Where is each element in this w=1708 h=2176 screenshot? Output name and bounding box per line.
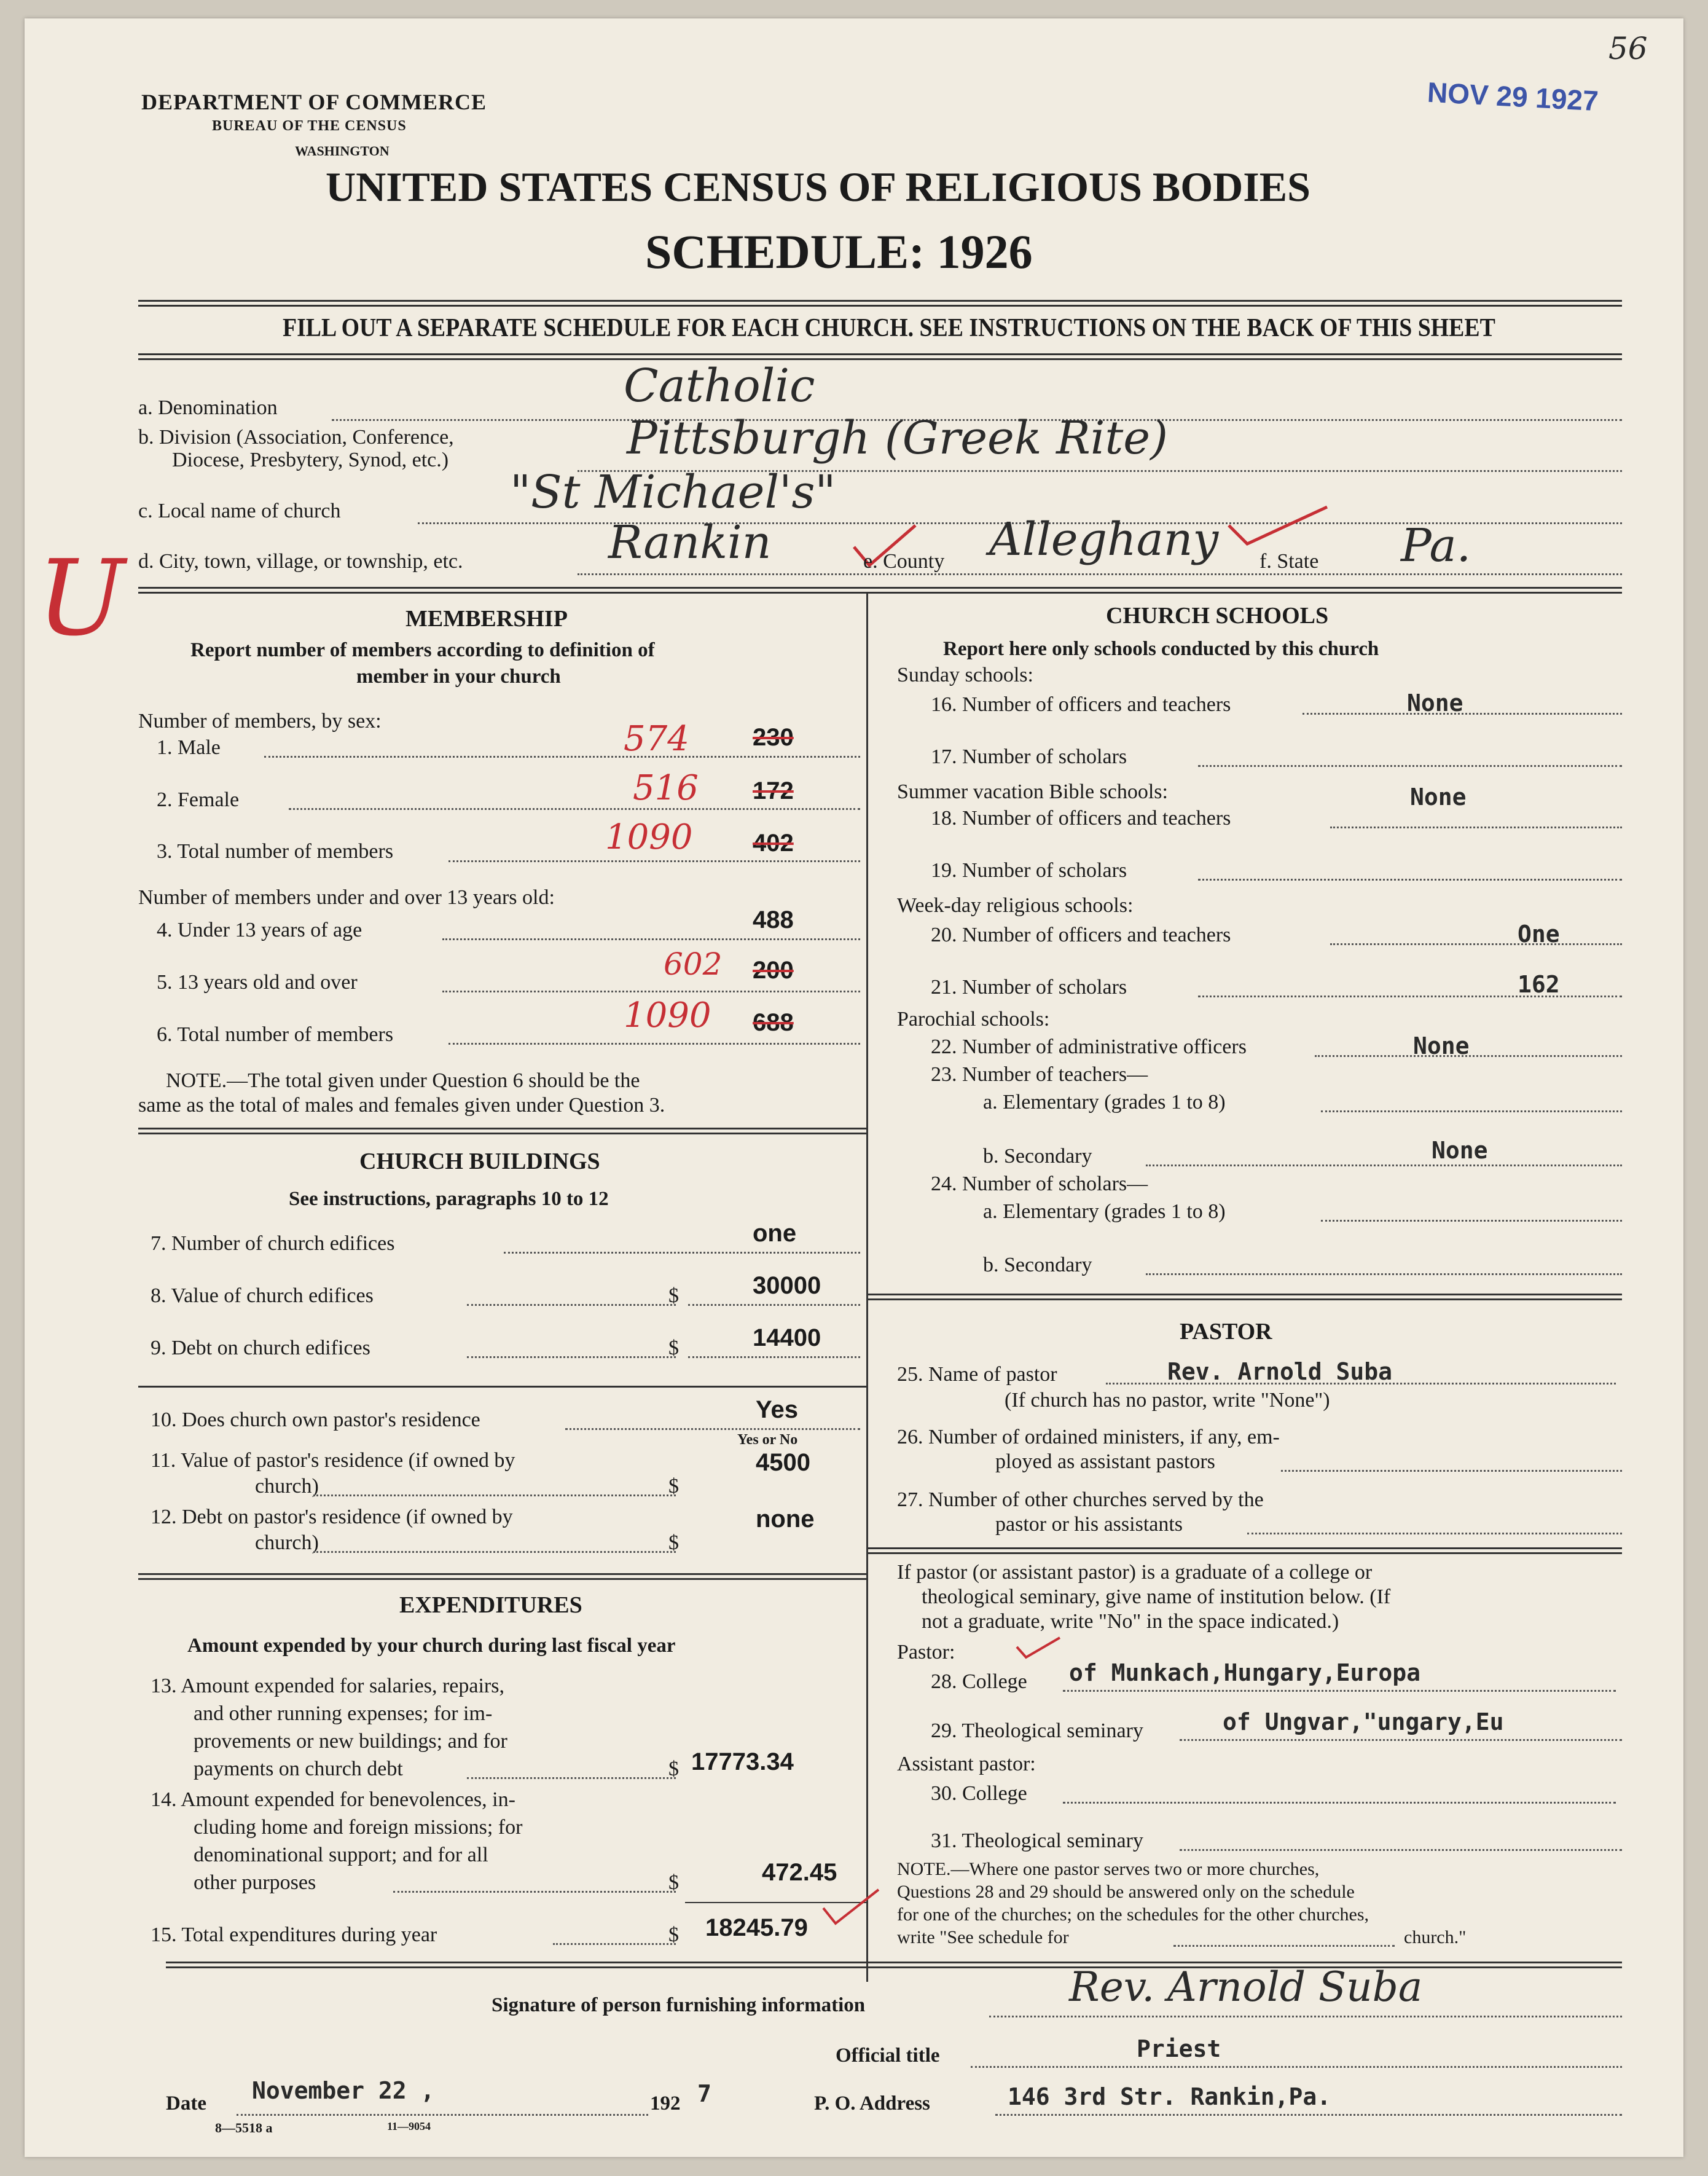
q27-label: 27. Number of other churches served by the — [897, 1488, 1264, 1511]
q9-label: 9. Debt on church edifices — [151, 1337, 370, 1359]
dollar-sign: $ — [668, 1758, 679, 1780]
official-title-label: Official title — [836, 2044, 940, 2067]
q9-value[interactable]: 14400 — [753, 1324, 821, 1351]
q3-old-value: 402 — [753, 830, 794, 857]
q14-value[interactable]: 472.45 — [762, 1859, 837, 1886]
q13-label-3: provements or new buildings; and for — [194, 1730, 507, 1753]
census-schedule-sheet — [25, 18, 1683, 2157]
bureau-name: BUREAU OF THE CENSUS — [212, 118, 407, 134]
q18-label: 18. Number of officers and teachers — [931, 807, 1231, 830]
po-address-label: P. O. Address — [814, 2092, 930, 2115]
assistant-pastor-label: Assistant pastor: — [897, 1753, 1036, 1775]
q12-label: 12. Debt on pastor's residence (if owned by — [151, 1506, 513, 1528]
year-suffix[interactable]: 7 — [697, 2080, 711, 2107]
q20-label: 20. Number of officers and teachers — [931, 924, 1231, 946]
q25-value[interactable]: Rev. Arnold Suba — [1167, 1358, 1393, 1385]
membership-note-2: same as the total of males and females given under Question 3. — [138, 1094, 665, 1117]
q4-label: 4. Under 13 years of age — [157, 919, 362, 941]
q28-label: 28. College — [931, 1670, 1027, 1693]
q25-note: (If church has no pastor, write "None") — [1005, 1389, 1330, 1412]
q11-value[interactable]: 4500 — [756, 1449, 810, 1476]
signature-label: Signature of person furnishing information — [492, 1994, 866, 2016]
graduate-note: If pastor (or assistant pastor) is a graduate of a college or — [897, 1561, 1373, 1584]
q21-label: 21. Number of scholars — [931, 976, 1127, 999]
q1-old-value: 230 — [753, 724, 794, 751]
state-value[interactable]: Pa. — [1401, 519, 1471, 572]
q6-label: 6. Total number of members — [157, 1023, 394, 1046]
q14-label: 14. Amount expended for benevolences, in- — [151, 1788, 515, 1811]
summer-schools-label: Summer vacation Bible schools: — [897, 780, 1168, 803]
q16-value[interactable]: None — [1407, 689, 1463, 717]
q5-label: 5. 13 years old and over — [157, 971, 358, 994]
q23b-value[interactable]: None — [1432, 1137, 1488, 1164]
parochial-schools-label: Parochial schools: — [897, 1008, 1050, 1031]
check-mark — [1014, 1632, 1063, 1662]
fill-instruction: FILL OUT A SEPARATE SCHEDULE FOR EACH CHURCH. SEE INSTRUCTIONS ON THE BACK OF THIS SHEET — [283, 314, 1495, 342]
q29-label: 29. Theological seminary — [931, 1719, 1143, 1742]
q14-label-2: cluding home and foreign missions; for — [194, 1816, 523, 1839]
state-label: f. State — [1259, 550, 1319, 573]
expenditures-heading: EXPENDITURES — [399, 1592, 582, 1618]
pastor-note-3: for one of the churches; on the schedules for the other churches, — [897, 1904, 1369, 1925]
q22-label: 22. Number of administrative officers — [931, 1035, 1247, 1058]
q8-label: 8. Value of church edifices — [151, 1284, 374, 1307]
margin-mark: U — [37, 538, 125, 659]
q17-label: 17. Number of scholars — [931, 745, 1127, 768]
members-by-age-label: Number of members under and over 13 years old: — [138, 886, 555, 909]
q5-new-value[interactable]: 602 — [664, 946, 723, 982]
pastor-note-5: church." — [1404, 1927, 1467, 1947]
date-value[interactable]: November 22 , — [252, 2077, 435, 2104]
form-title: UNITED STATES CENSUS OF RELIGIOUS BODIES — [326, 163, 1310, 210]
division-value[interactable]: Pittsburgh (Greek Rite) — [627, 412, 1168, 465]
pastor-sub-label: Pastor: — [897, 1641, 955, 1663]
county-label: e. County — [863, 550, 945, 573]
pastor-note: NOTE.—Where one pastor serves two or more churches, — [897, 1859, 1320, 1879]
q13-label: 13. Amount expended for salaries, repairs, — [151, 1675, 504, 1697]
q12-label-2: church) — [255, 1531, 319, 1554]
official-title-value[interactable]: Priest — [1137, 2035, 1221, 2062]
church-schools-desc: Report here only schools conducted by this church — [943, 638, 1379, 660]
q11-label-2: church) — [255, 1475, 319, 1498]
q14-label-3: denominational support; and for all — [194, 1844, 488, 1866]
q6-old-value: 688 — [753, 1009, 794, 1036]
membership-desc: Report number of members according to definition of — [190, 639, 655, 661]
q26-label-2: ployed as assistant pastors — [995, 1450, 1215, 1473]
page-number: 56 — [1608, 31, 1648, 66]
check-mark — [1223, 498, 1333, 553]
q26-label: 26. Number of ordained ministers, if any, em- — [897, 1426, 1280, 1448]
city-label: d. City, town, village, or township, etc. — [138, 550, 463, 573]
yes-or-no-hint: Yes or No — [737, 1432, 798, 1448]
q2-old-value: 172 — [753, 777, 794, 804]
signature-value[interactable]: Rev. Arnold Suba — [1069, 1963, 1423, 2011]
church-name-label: c. Local name of church — [138, 500, 341, 522]
q25-label: 25. Name of pastor — [897, 1363, 1057, 1386]
q10-label: 10. Does church own pastor's residence — [151, 1408, 480, 1431]
city-value[interactable]: Rankin — [608, 516, 772, 569]
q8-value[interactable]: 30000 — [753, 1272, 821, 1299]
q22-value[interactable]: None — [1413, 1032, 1470, 1059]
membership-heading: MEMBERSHIP — [405, 606, 568, 632]
denomination-value[interactable]: Catholic — [624, 359, 815, 412]
members-by-sex-label: Number of members, by sex: — [138, 710, 382, 733]
department-name: DEPARTMENT OF COMMERCE — [141, 90, 487, 114]
sunday-schools-label: Sunday schools: — [897, 664, 1033, 686]
q10-value[interactable]: Yes — [756, 1396, 798, 1423]
pastor-note-4: write "See schedule for — [897, 1927, 1069, 1947]
q13-label-2: and other running expenses; for im- — [194, 1702, 493, 1725]
q23a-label: a. Elementary (grades 1 to 8) — [983, 1091, 1226, 1114]
q11-label: 11. Value of pastor's residence (if owned by — [151, 1449, 515, 1472]
q13-value[interactable]: 17773.34 — [691, 1748, 794, 1775]
pastor-note-2: Questions 28 and 29 should be answered only on the schedule — [897, 1882, 1355, 1902]
q16-label: 16. Number of officers and teachers — [931, 693, 1231, 716]
pastor-heading: PASTOR — [1180, 1319, 1272, 1345]
q23b-label: b. Secondary — [983, 1145, 1092, 1168]
dollar-sign: $ — [668, 1871, 679, 1894]
form-subtitle: SCHEDULE: 1926 — [645, 225, 1033, 278]
po-address-value[interactable]: 146 3rd Str. Rankin,Pa. — [1008, 2083, 1331, 2110]
graduate-note-2: theological seminary, give name of institution below. (If — [922, 1585, 1391, 1608]
dollar-sign: $ — [668, 1475, 679, 1498]
received-date-stamp: NOV 29 1927 — [1426, 76, 1599, 117]
city-name: WASHINGTON — [295, 143, 390, 159]
weekday-schools-label: Week-day religious schools: — [897, 894, 1134, 917]
q24a-label: a. Elementary (grades 1 to 8) — [983, 1200, 1226, 1223]
q20-value[interactable]: One — [1518, 921, 1560, 948]
church-schools-heading: CHURCH SCHOOLS — [1106, 603, 1329, 629]
q15-label: 15. Total expenditures during year — [151, 1923, 437, 1946]
q19-label: 19. Number of scholars — [931, 859, 1127, 882]
dollar-sign: $ — [668, 1284, 679, 1307]
division-label-2: Diocese, Presbytery, Synod, etc.) — [172, 449, 449, 471]
q1-new-value[interactable]: 574 — [624, 719, 689, 759]
form-number: 8—5518 a — [215, 2120, 273, 2135]
dollar-sign: $ — [668, 1531, 679, 1554]
q7-label: 7. Number of church edifices — [151, 1232, 395, 1255]
q7-value[interactable]: one — [753, 1220, 797, 1247]
q2-new-value[interactable]: 516 — [633, 768, 699, 808]
division-label: b. Division (Association, Conference, — [138, 426, 454, 449]
membership-note: NOTE.—The total given under Question 6 should be the — [166, 1069, 640, 1092]
q28-value[interactable]: of Munkach,Hungary,Europa — [1069, 1659, 1420, 1686]
q24b-label: b. Secondary — [983, 1254, 1092, 1276]
dollar-sign: $ — [668, 1923, 679, 1946]
church-buildings-heading: CHURCH BUILDINGS — [359, 1149, 600, 1174]
membership-desc-2: member in your church — [356, 666, 561, 688]
year-prefix: 192 — [650, 2092, 681, 2115]
date-label: Date — [166, 2092, 206, 2115]
church-name-value[interactable]: "St Michael's" — [510, 466, 836, 519]
church-buildings-desc: See instructions, paragraphs 10 to 12 — [289, 1188, 609, 1210]
q21-value[interactable]: 162 — [1518, 971, 1560, 998]
q1-label: 1. Male — [157, 736, 221, 759]
q3-new-value[interactable]: 1090 — [605, 817, 693, 857]
print-number: 11—9054 — [387, 2120, 431, 2132]
q2-label: 2. Female — [157, 788, 240, 811]
q12-value[interactable]: none — [756, 1506, 815, 1533]
q15-value[interactable]: 18245.79 — [705, 1914, 808, 1941]
q23-label: 23. Number of teachers— — [931, 1063, 1148, 1086]
q14-label-4: other purposes — [194, 1871, 316, 1894]
q6-new-value[interactable]: 1090 — [624, 996, 711, 1035]
county-value[interactable]: Alleghany — [989, 513, 1219, 566]
q27-label-2: pastor or his assistants — [995, 1513, 1183, 1536]
q30-label: 30. College — [931, 1782, 1027, 1805]
q29-value[interactable]: of Ungvar,"ungary,Eu — [1223, 1708, 1504, 1735]
q4-value[interactable]: 488 — [753, 906, 794, 933]
q13-label-4: payments on church debt — [194, 1758, 403, 1780]
q31-label: 31. Theological seminary — [931, 1829, 1143, 1852]
check-mark — [817, 1883, 891, 1933]
q3-label: 3. Total number of members — [157, 840, 394, 863]
denomination-label: a. Denomination — [138, 396, 278, 419]
graduate-note-3: not a graduate, write "No" in the space indicated.) — [922, 1610, 1339, 1633]
q5-old-value: 200 — [753, 957, 794, 984]
dollar-sign: $ — [668, 1337, 679, 1359]
q24-label: 24. Number of scholars— — [931, 1172, 1148, 1195]
expenditures-desc: Amount expended by your church during last fiscal year — [187, 1635, 676, 1657]
summer-schools-value[interactable]: None — [1410, 784, 1467, 811]
